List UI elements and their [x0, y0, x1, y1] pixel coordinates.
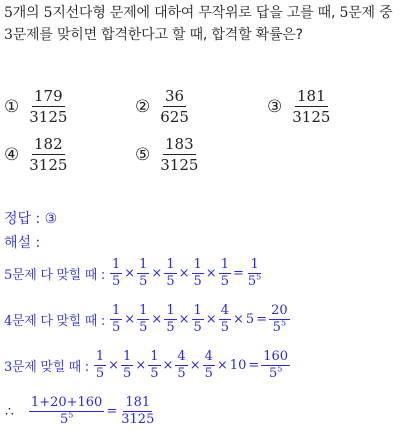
choice-fraction [27, 136, 69, 173]
numerator: 20 [271, 303, 288, 318]
denominator: 5 [166, 320, 175, 335]
fraction [219, 258, 231, 289]
equals-sign: = [248, 358, 260, 373]
base: 5 [268, 366, 278, 381]
fraction [148, 350, 160, 381]
numerator: 1 [220, 257, 229, 272]
choice-mark: ① [4, 96, 20, 117]
choice-mark: ③ [267, 96, 283, 117]
choice-1[interactable] [4, 88, 69, 125]
fraction [192, 258, 204, 289]
numerator: 1 [166, 257, 175, 272]
exponent: 5 [68, 410, 74, 420]
fraction [137, 304, 149, 335]
choice-mark: ④ [4, 144, 20, 165]
text: 개의 [12, 5, 44, 21]
denominator: 5 [193, 320, 202, 335]
times-sign: × [124, 312, 136, 327]
multiplier: 5 [245, 312, 255, 327]
denominator: 3125 [292, 108, 331, 126]
times-sign: × [162, 358, 174, 373]
numerator: 1 [139, 303, 148, 318]
text: 문제 맞힐 때 : [11, 360, 89, 375]
fraction [164, 258, 176, 289]
number: 5 [43, 5, 53, 21]
numerator: 1 [139, 257, 148, 272]
number: 3 [4, 27, 13, 43]
number: 5 [339, 5, 349, 21]
denominator [267, 366, 284, 381]
text: 문제 다 맞힐 때 : [11, 314, 105, 329]
denominator: 3125 [160, 156, 199, 174]
fraction [119, 396, 156, 427]
row-label [4, 264, 105, 283]
choice-mark: ② [135, 96, 151, 117]
denominator: 3125 [29, 156, 68, 174]
denominator: 5 [166, 274, 175, 289]
solution-row-3 [4, 350, 291, 381]
numerator: 4 [177, 349, 186, 364]
numerator: 183 [165, 135, 194, 153]
times-sign: × [151, 312, 163, 327]
numerator: 179 [34, 87, 63, 105]
solution-row-1 [4, 258, 264, 289]
numerator: 1 [250, 257, 259, 272]
base: 5 [59, 412, 69, 427]
times-sign: × [178, 266, 190, 281]
denominator [246, 274, 263, 289]
times-sign: × [108, 358, 120, 373]
base: 5 [272, 320, 281, 335]
numerator: 1 [150, 349, 159, 364]
denominator: 5 [150, 366, 159, 381]
text: 문제 다 맞힐 때 : [11, 268, 105, 283]
numerator: 1 [123, 349, 132, 364]
solution-row-2 [4, 304, 291, 335]
fraction [219, 304, 231, 335]
number: 3 [4, 360, 12, 375]
number: 5 [4, 5, 13, 21]
denominator [58, 412, 75, 427]
choice-2[interactable] [135, 88, 191, 125]
choice-mark: ⑤ [135, 144, 151, 165]
fraction [137, 258, 149, 289]
denominator: 5 [177, 366, 186, 381]
denominator: 5 [139, 320, 148, 335]
text: 문제를 맞히면 합격한다고 할 때, 합격할 확률은? [12, 27, 303, 43]
fraction [269, 304, 290, 335]
times-sign: × [205, 266, 217, 281]
exponent: 5 [280, 318, 287, 328]
numerator: 1 [95, 349, 105, 364]
denominator [271, 320, 288, 335]
fraction [175, 350, 187, 381]
numerator: 182 [34, 135, 63, 153]
fraction [94, 350, 106, 381]
choice-fraction [27, 88, 69, 125]
times-sign: × [135, 358, 147, 373]
numerator: 160 [263, 349, 289, 364]
base: 5 [247, 274, 257, 289]
fraction [110, 258, 122, 289]
choice-5[interactable] [135, 136, 200, 173]
exponent: 5 [277, 364, 283, 374]
denominator: 625 [160, 108, 189, 126]
number: 5 [4, 268, 12, 283]
text: 문제 중 [348, 5, 393, 21]
choice-fraction [290, 88, 332, 125]
fraction [110, 304, 122, 335]
choice-3[interactable] [267, 88, 332, 125]
question-line-1 [4, 4, 392, 22]
fraction [164, 304, 176, 335]
numerator: 181 [297, 87, 326, 105]
exponent: 5 [256, 272, 262, 282]
choice-fraction [158, 136, 200, 173]
denominator: 5 [95, 366, 105, 381]
denominator: 3125 [29, 108, 68, 126]
question-line-2 [4, 26, 303, 44]
denominator: 5 [139, 274, 148, 289]
solution-final [4, 396, 157, 427]
times-sign: × [151, 266, 163, 281]
row-label [4, 356, 89, 375]
times-sign: × [216, 358, 228, 373]
denominator: 5 [111, 320, 121, 335]
text: 지선다형 문제에 대하여 무작위로 답을 고를 때, [52, 5, 340, 21]
numerator: 4 [204, 349, 213, 364]
fraction [29, 396, 104, 427]
denominator: 5 [111, 274, 121, 289]
equals-sign: = [232, 266, 244, 281]
denominator: 5 [220, 274, 229, 289]
numerator: 1+20+160 [30, 395, 103, 410]
explanation-title: 해설 : [4, 235, 41, 251]
numerator: 1 [166, 303, 175, 318]
denominator: 3125 [121, 412, 155, 427]
numerator: 1 [111, 303, 121, 318]
multiplier: 10 [229, 358, 247, 373]
equals-sign: = [256, 312, 268, 327]
times-sign: × [232, 312, 244, 327]
times-sign: × [124, 266, 136, 281]
fraction [261, 350, 290, 381]
fraction [192, 304, 204, 335]
equals-sign: = [106, 404, 118, 419]
denominator: 5 [204, 366, 213, 381]
therefore-sign: ∴ [5, 403, 14, 420]
numerator: 1 [111, 257, 121, 272]
numerator: 181 [125, 395, 151, 410]
numerator: 36 [165, 87, 185, 105]
numerator: 1 [193, 303, 202, 318]
fraction [246, 258, 263, 289]
denominator: 5 [220, 320, 229, 335]
answer-label: 정답 : ③ [4, 211, 58, 227]
fraction [203, 350, 215, 381]
choice-4[interactable] [4, 136, 69, 173]
row-label [4, 310, 105, 329]
number: 4 [4, 314, 12, 329]
numerator: 4 [220, 303, 229, 318]
numerator: 1 [193, 257, 202, 272]
choice-fraction [158, 88, 191, 125]
denominator: 5 [193, 274, 202, 289]
times-sign: × [189, 358, 201, 373]
fraction [121, 350, 133, 381]
times-sign: × [205, 312, 217, 327]
times-sign: × [178, 312, 190, 327]
denominator: 5 [123, 366, 132, 381]
